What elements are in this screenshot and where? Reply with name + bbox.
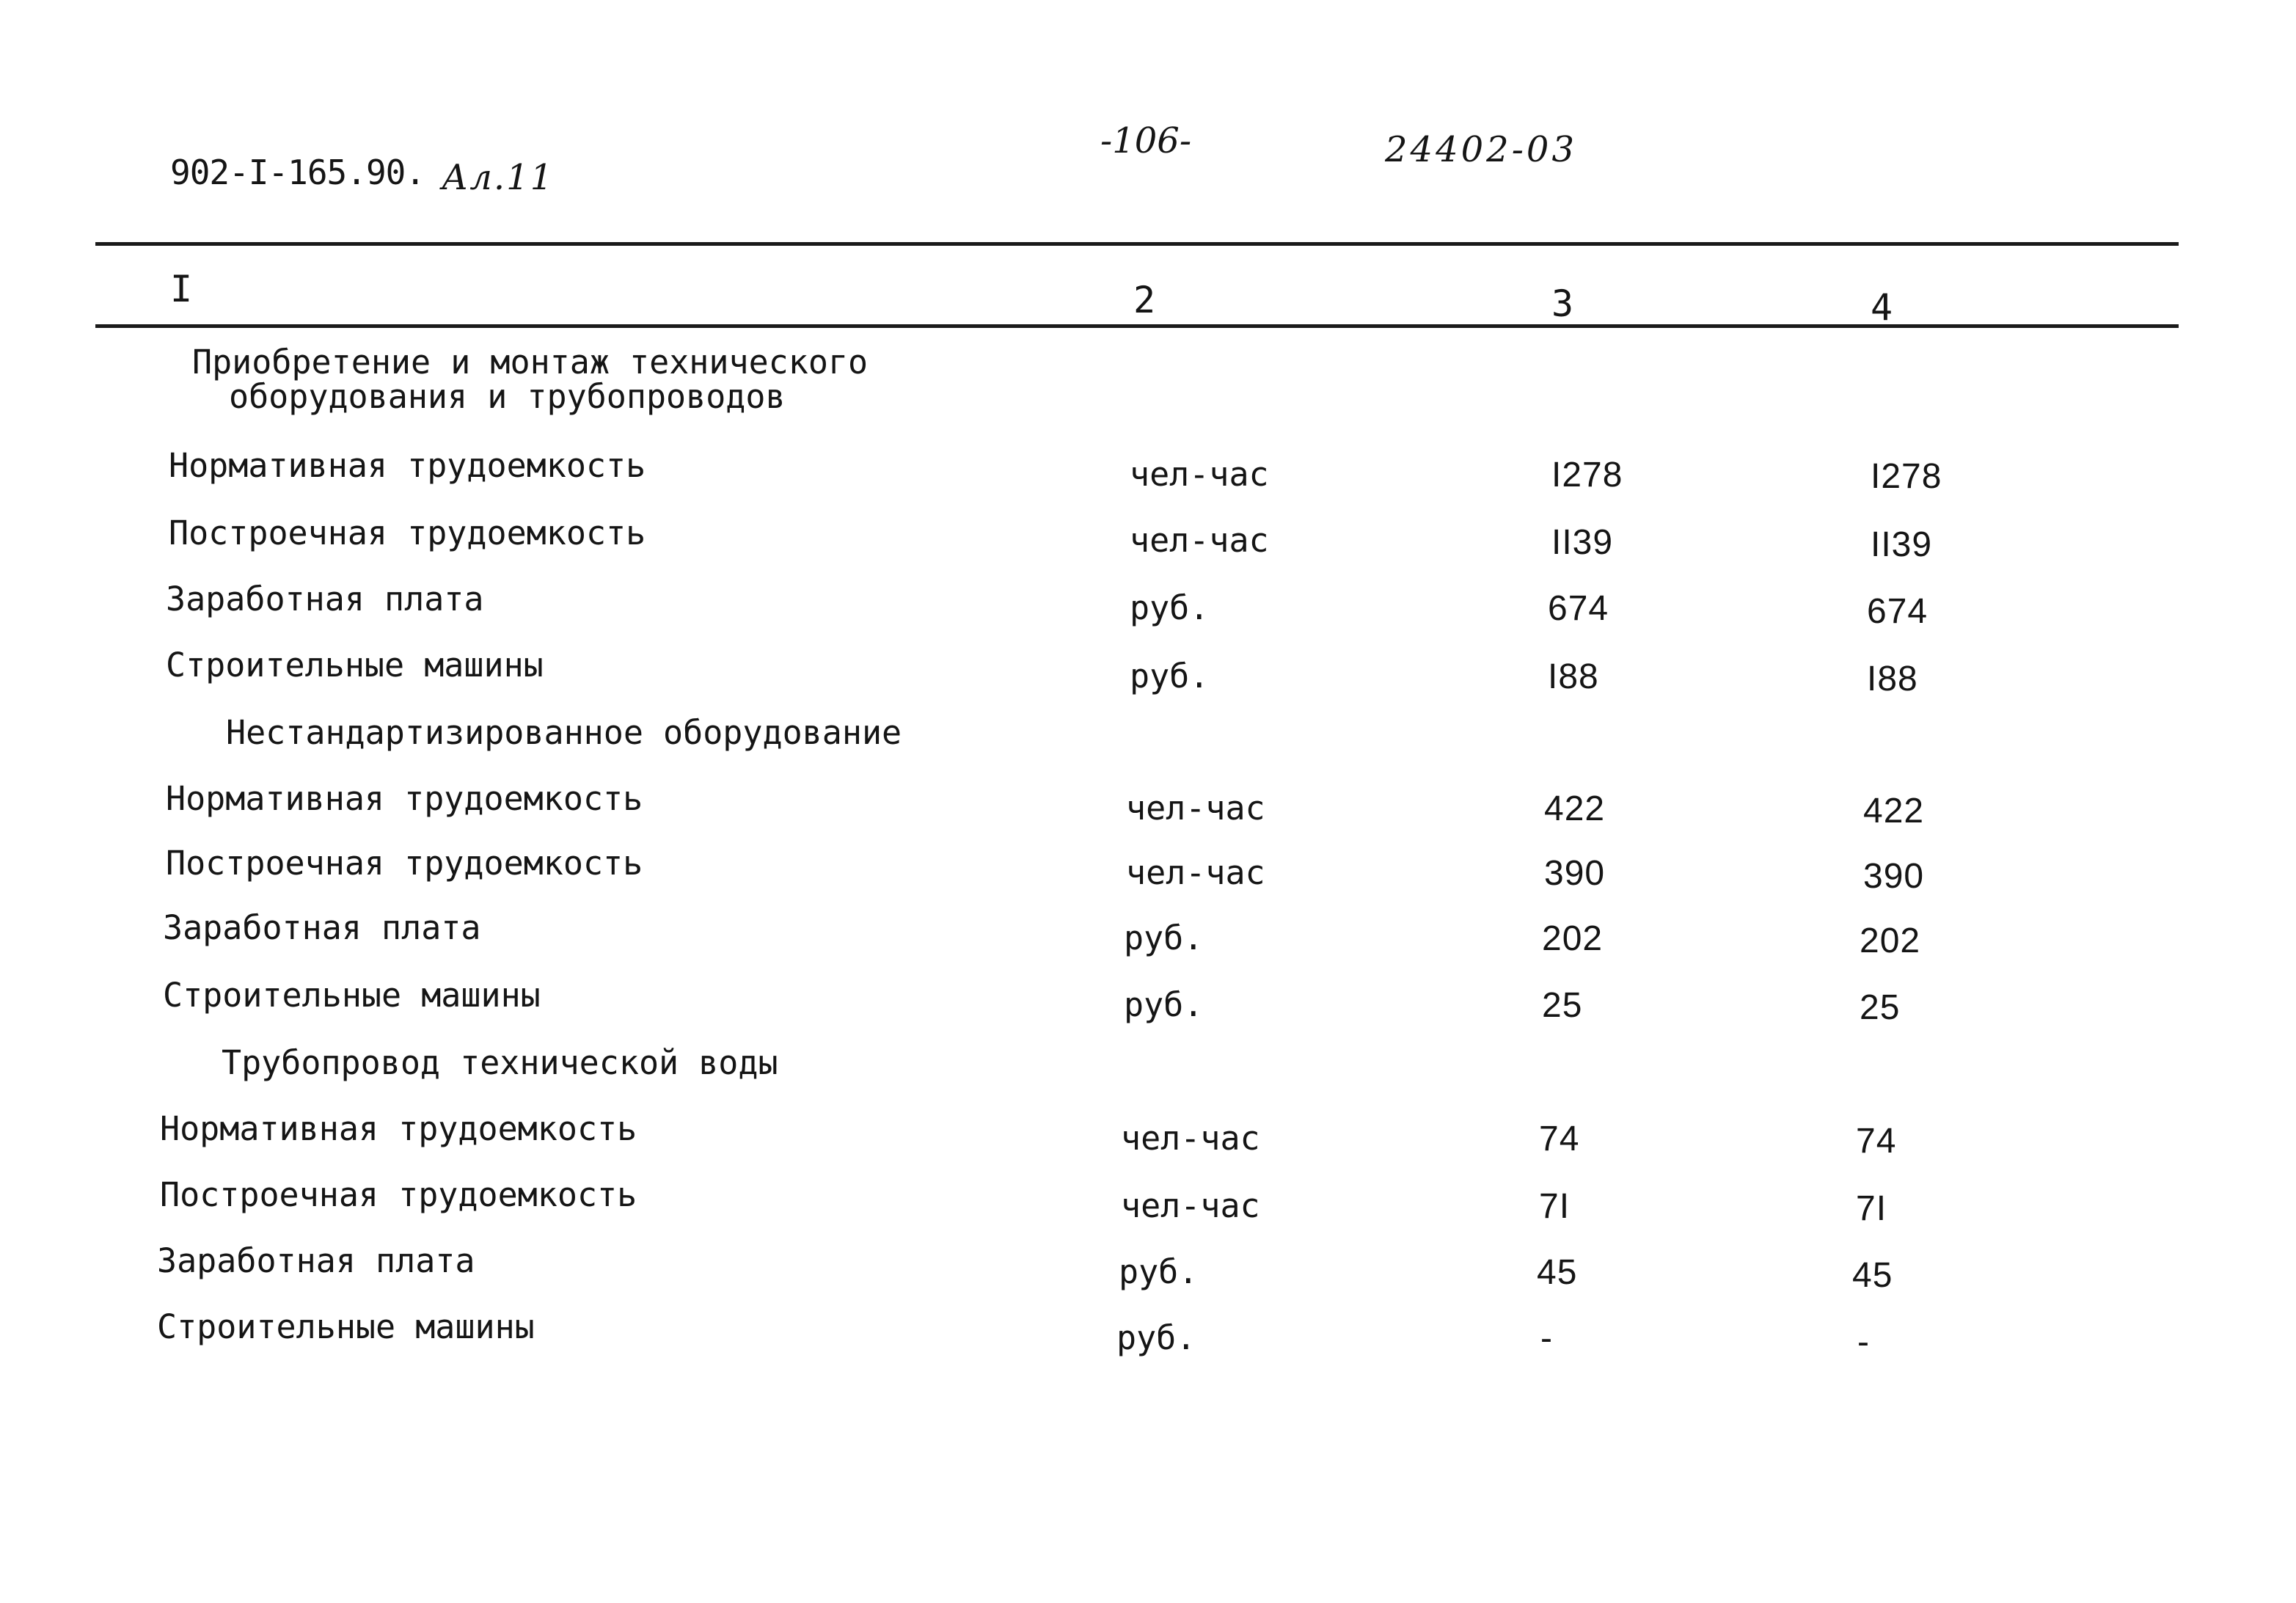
row-unit: руб.: [1130, 657, 1210, 695]
row-label: Нормативная трудоемкость: [169, 446, 646, 485]
row-value-col4: 25: [1860, 988, 1901, 1027]
top-rule: [95, 242, 2179, 246]
row-value-col4: 45: [1852, 1256, 1893, 1295]
row-value-col3: I278: [1551, 456, 1623, 494]
row-value-col3: 45: [1537, 1253, 1578, 1292]
row-value-col3: 674: [1548, 589, 1609, 628]
section-title: Нестандартизированное оборудование: [226, 713, 902, 752]
row-unit: руб.: [1116, 1318, 1196, 1357]
row-unit: чел-час: [1130, 455, 1269, 494]
row-value-col4: 7I: [1856, 1189, 1887, 1228]
row-label: Построечная трудоемкость: [160, 1175, 637, 1214]
row-value-col4: II39: [1871, 525, 1933, 564]
row-label: Заработная плата: [157, 1241, 475, 1280]
row-value-col4: 674: [1867, 592, 1928, 631]
project-number: 24402-03: [1385, 129, 1577, 170]
row-unit: руб.: [1119, 1252, 1199, 1291]
row-unit: чел-час: [1126, 789, 1265, 828]
row-label: Строительные машины: [157, 1307, 535, 1346]
row-value-col3: 7I: [1539, 1187, 1571, 1226]
row-value-col4: 74: [1856, 1122, 1897, 1161]
row-label: Заработная плата: [163, 908, 481, 947]
row-unit: чел-час: [1121, 1119, 1260, 1158]
column-header-4: 4: [1871, 286, 1893, 329]
document-code: 902-I-165.90.: [170, 153, 425, 192]
row-value-col3: II39: [1551, 523, 1614, 562]
column-header-2: 2: [1133, 279, 1156, 321]
row-unit: руб.: [1130, 588, 1210, 627]
row-value-col4: I88: [1867, 660, 1918, 698]
row-unit: руб.: [1124, 985, 1204, 1024]
row-value-col3: 422: [1544, 789, 1606, 828]
row-value-col3: -: [1540, 1319, 1553, 1358]
row-unit: чел-час: [1130, 521, 1269, 560]
row-label: Заработная плата: [166, 580, 484, 618]
row-value-col3: 25: [1542, 986, 1583, 1025]
row-value-col3: I88: [1548, 657, 1599, 696]
section-title-line-2: оборудования и трубопроводов: [229, 377, 786, 416]
row-value-col4: 202: [1860, 921, 1921, 960]
row-unit: чел-час: [1121, 1186, 1260, 1225]
row-value-col3: 202: [1542, 919, 1604, 958]
row-label: Строительные машины: [166, 646, 544, 684]
row-value-col4: I278: [1871, 457, 1942, 496]
row-label: Нормативная трудоемкость: [160, 1109, 637, 1148]
row-value-col3: 390: [1544, 854, 1606, 893]
sheet-handwritten-note: Ал.11: [442, 157, 555, 198]
row-value-col4: -: [1857, 1323, 1870, 1362]
column-header-1: I: [170, 268, 193, 310]
row-value-col4: 390: [1863, 857, 1925, 896]
row-value-col3: 74: [1539, 1120, 1580, 1158]
row-unit: чел-час: [1126, 853, 1265, 892]
row-label: Нормативная трудоемкость: [166, 779, 643, 818]
header-rule: [95, 324, 2179, 328]
row-label: Построечная трудоемкость: [169, 514, 646, 552]
row-label: Построечная трудоемкость: [166, 844, 643, 883]
section-title: Трубопровод технической воды: [222, 1043, 778, 1082]
row-label: Строительные машины: [163, 976, 541, 1015]
page-number: -106-: [1100, 120, 1192, 161]
section-title: Приобретение и монтаж технического: [192, 343, 869, 381]
row-value-col4: 422: [1863, 792, 1925, 830]
column-header-3: 3: [1551, 282, 1574, 325]
row-unit: руб.: [1124, 919, 1204, 957]
